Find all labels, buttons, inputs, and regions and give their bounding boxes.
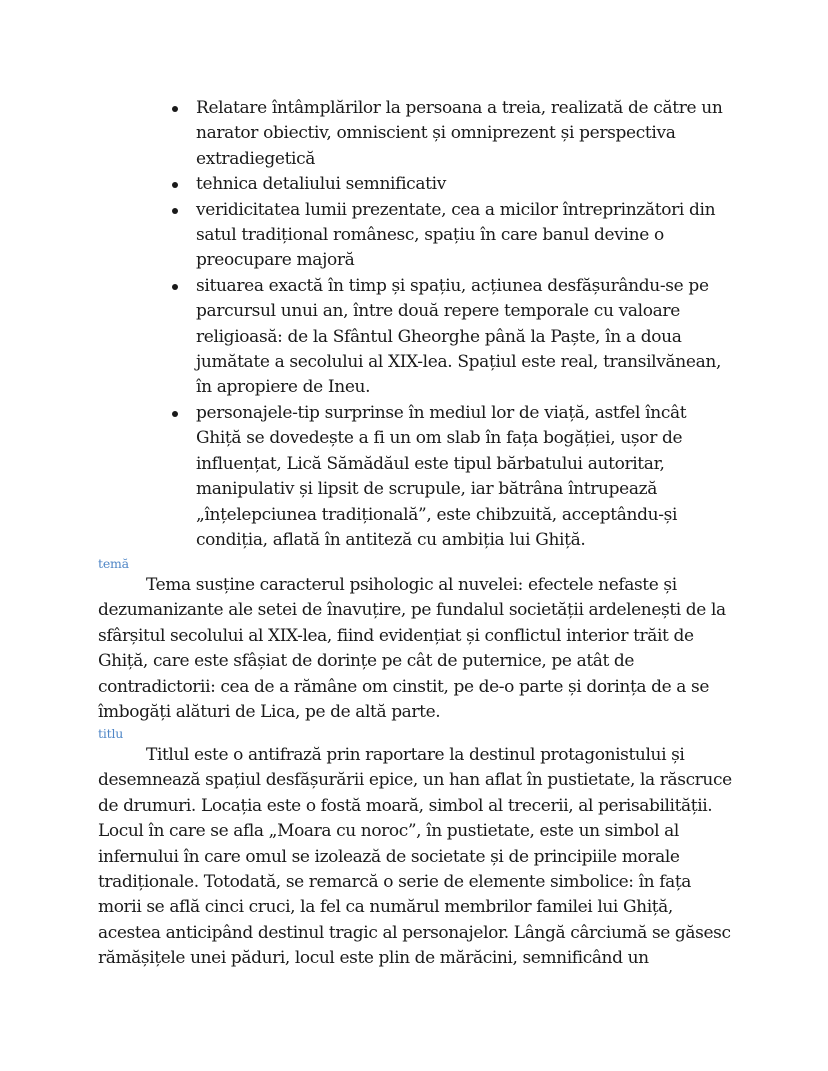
characteristics-list xyxy=(168,96,728,553)
list-item-text: veridicitatea lumii prezentate, cea a micilor întreprinzători din satul tradițional românesc, spațiu în care banul devine o preocupare majoră xyxy=(196,199,716,271)
list-item xyxy=(168,401,728,553)
list-item-text: personajele-tip surprinse în mediul lor de viață, astfel încât Ghiță se dovedește a fi un om slab în fața bogăției, ușor de influențat, Lică Sămădăul este tipul bărbatului autoritar, manipulativ și lipsit de scrupule, iar bătrâna întrupează „înțelepciunea tradițională”, este chibzuită, acceptându-și condiția, aflată în antiteză cu ambiția lui Ghiță. xyxy=(196,402,687,550)
list-item xyxy=(168,198,728,274)
list-item-text: tehnica detaliului semnificativ xyxy=(196,174,446,195)
paragraph-tema: Tema susține caracterul psihologic al nuvelei: efectele nefaste și dezumanizante ale setei de înavuțire, pe fundalul societății ardelenești de la sfârșitul secolului al XIX-lea, fiind evidențiat și conflictul interior trăit de Ghiță, care este sfâșiat de dorințe pe cât de puternice, pe atât de contradictorii: cea de a rămâne om cinstit, pe de-o parte și dorința de a se îmbogăți alături de Lica, pe de altă parte. xyxy=(98,575,726,723)
section-label-tema: temă xyxy=(98,556,129,571)
list-item-text: situarea exactă în timp și spațiu, acțiunea desfășurându-se pe parcursul unui an, între două repere temporale cu valoare religioasă: de la Sfântul Gheorghe până la Paște, în a doua jumătate a secolului al XIX-lea. Spațiul este real, transilvănean, în apropiere de Ineu. xyxy=(196,275,722,398)
bullet-icon xyxy=(172,208,178,214)
list-item xyxy=(168,96,728,172)
paragraph-titlu: Titlul este o antifrază prin raportare la destinul protagonistului și desemnează spațiul desfășurării epice, un han aflat în pustietate, la răscruce de drumuri. Locația este o fostă moară, simbol al trecerii, al perisabilității. Locul în care se afla „Moara cu noroc”, în pustietate, este un simbol al infernului în care omul se izolează de societate și de principiile morale tradiționale. Totodată, se remarcă o serie de elemente simbolice: în fața morii se află cinci cruci, la fel ca numărul membrilor familei lui Ghiță, acestea anticipând destinul tragic al personajelor. Lângă cârciumă se găsesc rămășițele unei păduri, locul este plin de mărăcini, semnificând un xyxy=(98,745,732,969)
bullet-icon xyxy=(172,284,178,290)
list-item xyxy=(168,274,728,401)
section-label-titlu: titlu xyxy=(98,726,124,741)
bullet-icon xyxy=(172,182,178,188)
list-item-text: Relatare întâmplărilor la persoana a treia, realizată de către un narator obiectiv, omniscient și omniprezent și perspectiva extradiegetică xyxy=(196,98,723,169)
bullet-icon xyxy=(172,411,178,417)
bullet-icon xyxy=(172,106,178,112)
list-item xyxy=(168,172,728,197)
